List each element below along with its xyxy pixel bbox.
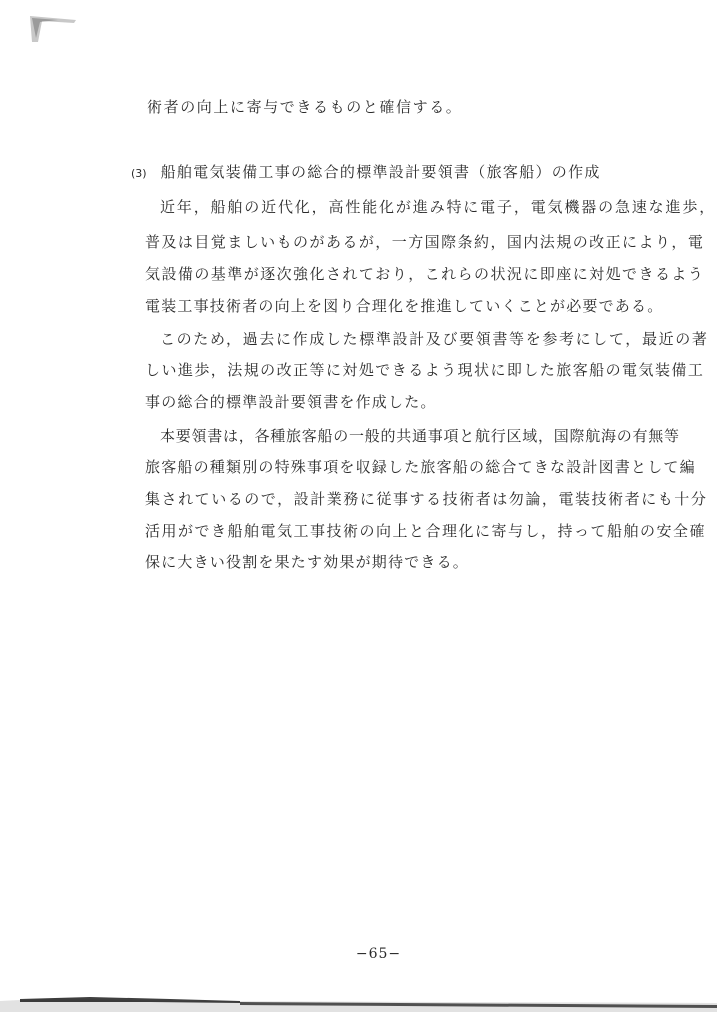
paragraph-line: 電装工事技術者の向上を図り合理化を推進していくことが必要である。 — [145, 297, 664, 315]
paragraph-line: 本要領書は，各種旅客船の一般的共通事項と航行区域，国際航海の有無等 — [160, 427, 680, 445]
paragraph-line: 普及は目覚ましいものがあるが，一方国際条約，国内法規の改正により，電 — [145, 233, 705, 251]
paragraph-line: 近年，船舶の近代化，高性能化が進み特に電子，電気機器の急速な進歩， — [160, 198, 717, 216]
paragraph-line: 事の総合的標準設計要領書を作成した。 — [145, 393, 437, 411]
scan-bottom-edge — [0, 992, 717, 1012]
section-title: 船舶電気装備工事の総合的標準設計要領書（旅客船）の作成 — [160, 163, 601, 181]
paragraph-line: 保に大きい役割を果たす効果が期待できる。 — [145, 553, 470, 571]
section-number: (3) — [131, 167, 147, 180]
intro-line: 術者の向上に寄与できるものと確信する。 — [147, 98, 463, 116]
paragraph-line: しい進歩，法規の改正等に対処できるよう現状に即した旅客船の電気装備工 — [145, 361, 705, 379]
page-number: −65− — [355, 946, 402, 962]
paragraph-line: 活用ができ船舶電気工事技術の向上と合理化に寄与し，持って船舶の安全確 — [145, 522, 707, 540]
paragraph-line: 旅客船の種類別の特殊事項を収録した旅客船の総合てきな設計図書として編 — [145, 458, 696, 476]
paragraph-line: 気設備の基準が逐次強化されており，これらの状況に即座に対処できるよう — [145, 265, 705, 283]
paragraph-line: 集されているので，設計業務に従事する技術者は勿論，電装技術者にも十分 — [145, 490, 708, 508]
paragraph-line: このため，過去に作成した標準設計及び要領書等を参考にして，最近の著 — [160, 330, 709, 348]
section-heading — [131, 163, 601, 183]
